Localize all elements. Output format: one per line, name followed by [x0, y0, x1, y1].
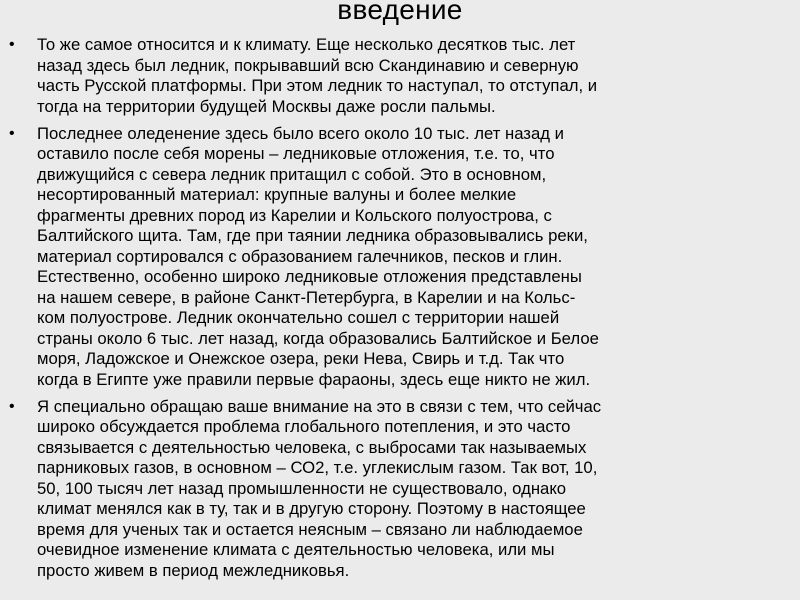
bullet-text-line: назад здесь был ледник, покрывавший всю Скандинавию и северную: [37, 55, 579, 75]
bullet-text-line: климат менялся как в ту, так и в другую сторону. Поэтому в настоящее: [37, 499, 586, 518]
bullet-text-line: Я специально обращаю ваше внимание на это в связи с тем, что сейчас: [37, 396, 602, 416]
bullet-text-line: фрагменты древних пород из Карелии и Кольского полуострова, с: [37, 205, 552, 225]
bullet-text-line: Балтийского щита. Там, где при таянии ледника образовывались реки,: [37, 226, 588, 245]
bullet-text-line: 50, 100 тысяч лет назад промышленности не существовало, однако: [37, 478, 567, 498]
bullet-text-line: То же самое относится и к климату. Еще несколько десятков тыс. лет: [37, 35, 576, 54]
bullet-marker: •: [9, 36, 15, 53]
bullet-marker: •: [9, 397, 15, 415]
bullet-text-line: несортированный материал: крупные валуны и более мелкие: [37, 185, 517, 204]
bullet-list: [0, 35, 797, 588]
bullet-text-line: на нашем севере, в районе Санкт-Петербурга, в Карелии и на Кольс-: [37, 287, 576, 307]
bullet-item: [0, 124, 797, 391]
bullet-text-line: страны около 6 тыс. лет назад, когда образовались Балтийское и Белое: [37, 328, 599, 348]
bullet-text-line: когда в Египте уже правили первые фараоны, здесь еще никто не жил.: [37, 369, 591, 389]
bullet-item: [0, 397, 797, 582]
bullet-item: [0, 35, 797, 117]
bullet-text-line: часть Русской платформы. При этом ледник то наступал, то отступал, и: [37, 76, 598, 95]
bullet-text-line: Последнее оледенение здесь было всего около 10 тыс. лет назад и: [37, 123, 564, 143]
bullet-text-line: очевидное изменение климата с деятельностью человека, или мы: [37, 540, 555, 559]
bullet-text-line: движущийся с севера ледник притащил с собой. Это в основном,: [37, 164, 547, 184]
bullet-text-line: материал сортировался с образованием галечников, песков и глин.: [37, 246, 563, 266]
bullet-text-line: широко обсуждается проблема глобального потепления, и это часто: [37, 417, 571, 436]
bullet-text-line: время для ученых так и остается неясным – связано ли наблюдаемое: [37, 519, 583, 539]
bullet-text-line: ком полуострове. Ледник окончательно сошел с территории нашей: [37, 308, 560, 327]
bullet-text-line: оставило после себя морены – ледниковые отложения, т.е. то, что: [37, 144, 555, 163]
bullet-text-line: парниковых газов, в основном – СО2, т.е. углекислым газом. Так вот, 10,: [37, 458, 598, 477]
bullet-marker: •: [9, 124, 15, 142]
bullet-text-line: связывается с деятельностью человека, с выбросами так называемых: [37, 437, 587, 457]
bullet-text-line: тогда на территории будущей Москвы даже росли пальмы.: [37, 96, 496, 116]
bullet-text-line: моря, Ладожское и Онежское озера, реки Нева, Свирь и т.д. Так что: [37, 349, 565, 368]
bullet-text-line: просто живем в период межледниковья.: [37, 560, 350, 580]
bullet-text-line: Естественно, особенно широко ледниковые отложения представлены: [37, 267, 582, 286]
slide-title: введение: [337, 0, 463, 25]
